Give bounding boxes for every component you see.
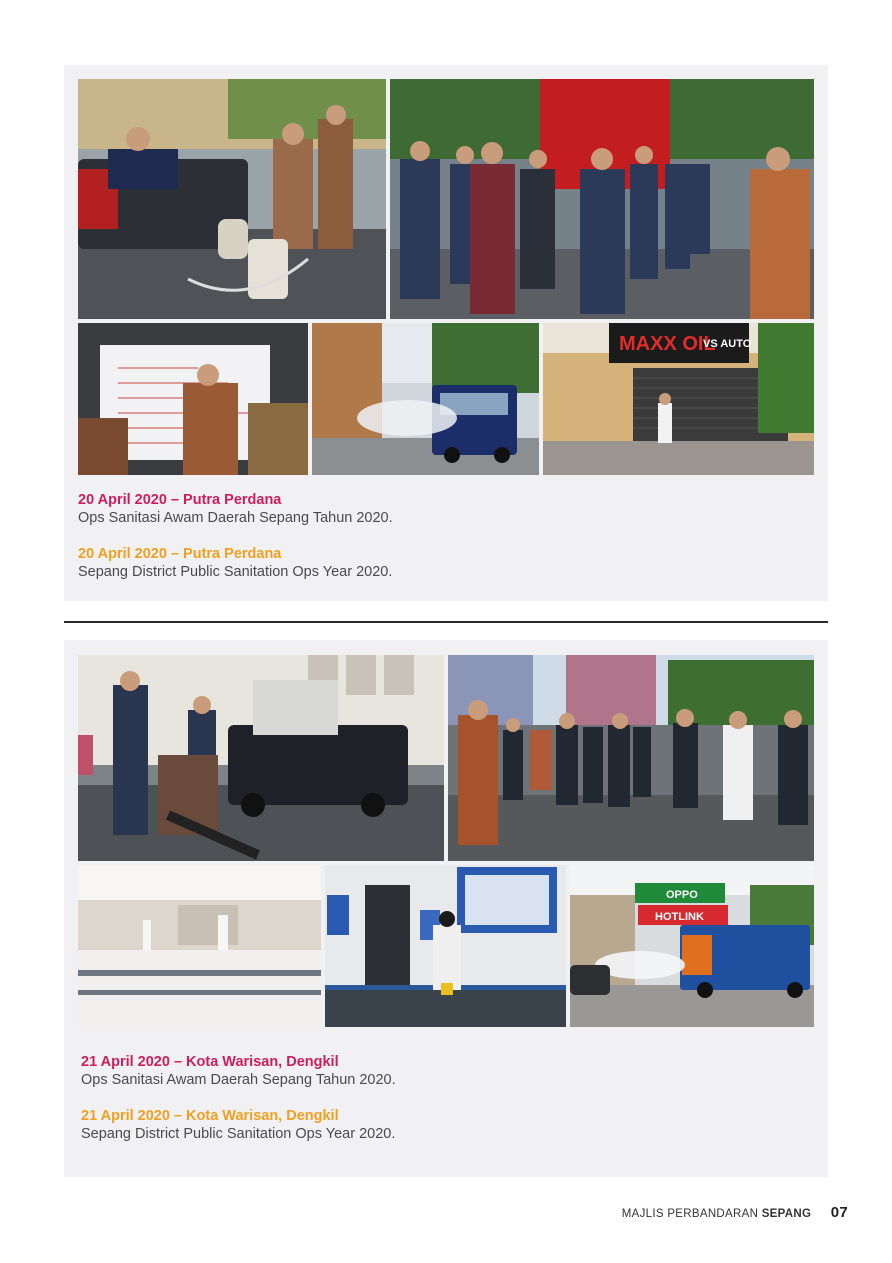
caption-putra-perdana: [78, 491, 393, 581]
photo-hall-interior: [78, 865, 321, 1027]
caption-title-en: 20 April 2020 – Putra Perdana: [78, 546, 282, 562]
sign-oppo: OPPO: [666, 889, 698, 901]
caption-kota-warisan: [81, 1053, 396, 1143]
caption-text-ms: Ops Sanitasi Awam Daerah Sepang Tahun 2020.: [81, 1072, 396, 1088]
caption-title-ms: 21 April 2020 – Kota Warisan, Dengkil: [81, 1054, 339, 1070]
footer-brand: SEPANG: [761, 1208, 812, 1220]
caption-text-en: Sepang District Public Sanitation Ops Year 2020.: [81, 1126, 396, 1142]
sign-maxx-oil: MAXX OIL: [619, 333, 716, 355]
caption-text-en: Sepang District Public Sanitation Ops Year 2020.: [78, 564, 393, 580]
page-footer: [622, 1204, 848, 1221]
photo-mosque-sanitation: [78, 655, 444, 861]
photo-team-briefing: [390, 79, 814, 319]
sign-vs-auto: VS AUTO: [703, 338, 752, 350]
photo-corridor-spraying: [325, 865, 566, 1027]
sign-hotlink: HOTLINK: [655, 911, 704, 923]
section-divider: [64, 621, 828, 623]
photo-team-lineup: [448, 655, 814, 861]
photo-street-fogging: [570, 865, 814, 1027]
footer-org: MAJLIS PERBANDARAN: [621, 1208, 759, 1220]
event-panel-kota-warisan: [64, 640, 828, 1177]
page-number: 07: [830, 1204, 848, 1221]
photo-whiteboard-briefing: [78, 323, 308, 475]
caption-title-en: 21 April 2020 – Kota Warisan, Dengkil: [81, 1108, 339, 1124]
caption-text-ms: Ops Sanitasi Awam Daerah Sepang Tahun 2020.: [78, 510, 393, 526]
caption-title-ms: 20 April 2020 – Putra Perdana: [78, 492, 282, 508]
event-panel-putra-perdana: [64, 65, 828, 601]
photo-fogging-truck: [312, 323, 539, 475]
photo-shop-sanitation: [543, 323, 814, 475]
photo-sanitation-equipment: [78, 79, 386, 319]
